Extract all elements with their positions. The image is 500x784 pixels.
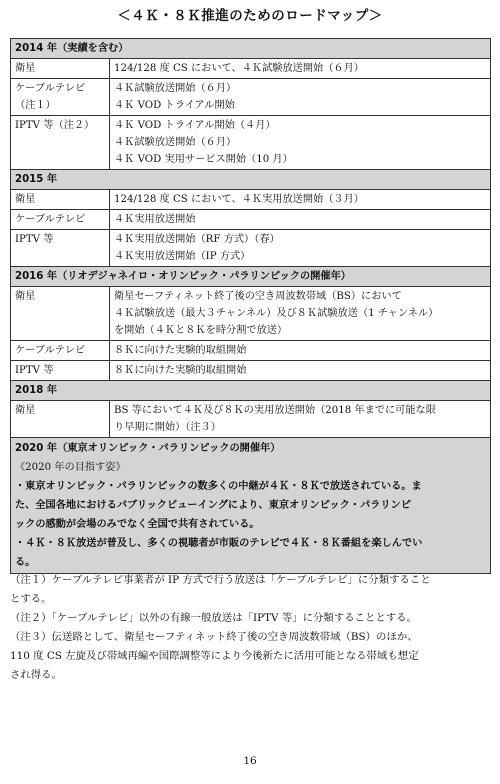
content-cell: ４Ｋ実用放送開始（RF 方式）（春） ４Ｋ実用放送開始（IP 方式） [110,230,491,267]
table-row [11,287,491,341]
category-cell: 衛星 [11,190,110,210]
category-cell: IPTV 等 [11,361,110,381]
year-row-2014 [11,39,491,59]
footnote-3: （注３）伝送路として、衛星セーフティネット終了後の空き周波数帯域（BS）のほか、 110 度 CS 左旋及び帯域再編や国際調整等により今後新たに活用可能となる帯域も想定 され得る。 [10,631,419,681]
year-row-2020 [11,438,491,574]
content-cell: ８Ｋに向けた実験的取組開始 [110,361,491,381]
year-header: 2018 年 [11,381,491,401]
year-row-2016 [11,267,491,287]
category-cell: ケーブルテレビ [11,341,110,361]
vision-subtitle: 《2020 年の目指す姿》 [15,462,126,473]
category-cell: IPTV 等 [11,230,110,267]
content-cell: ４Ｋ VOD トライアル開始（４月） ４Ｋ試験放送開始（６月） ４Ｋ VOD 実用サービス開始（10 月） [110,116,491,170]
table-row [11,210,491,230]
table-row [11,79,491,116]
page-title: ＜４Ｋ・８Ｋ推進のためのロードマップ＞ [117,8,383,24]
vision-bullet: ・４Ｋ・８Ｋ放送が普及し、多くの視聴者が市販のテレビで４Ｋ・８Ｋ番組を楽しんでい る。 [15,538,423,568]
footnote-2: （注２）「ケーブルテレビ」以外の有線一般放送は「IPTV 等」に分類することとする。 [10,612,417,624]
table-row [11,341,491,361]
category-cell: 衛星 [11,401,110,438]
category-cell: ケーブルテレビ [11,210,110,230]
vision-2020-box [11,438,491,574]
footnote-1: （注１）ケーブルテレビ事業者が IP 方式で行う放送は「ケーブルテレビ」に分類すること とする。 [10,574,431,605]
table-row [11,401,491,438]
table-row [11,230,491,267]
page-number: 16 [243,755,257,767]
year-header: 2020 年（東京オリンピック・パラリンピックの開催年） [15,443,281,454]
table-row [11,59,491,79]
content-cell: 124/128 度 CS において、４Ｋ試験放送開始（６月） [110,59,491,79]
roadmap-table [10,38,491,574]
year-row-2015 [11,170,491,190]
category-cell: 衛星 [11,287,110,341]
content-cell: BS 等において４Ｋ及び８Ｋの実用放送開始（2018 年までに可能な限 り早期に開始）（注３） [110,401,491,438]
year-row-2018 [11,381,491,401]
content-cell: 衛星セーフティネット終了後の空き周波数帯域（BS）において ４Ｋ試験放送（最大３チャンネル）及び８Ｋ試験放送（1 チャンネル） を開始（４Ｋと８Ｋを時分割で放送） [110,287,491,341]
category-cell: ケーブルテレビ （注１） [11,79,110,116]
content-cell: ４Ｋ実用放送開始 [110,210,491,230]
table-row [11,361,491,381]
footnotes [10,571,492,685]
year-header: 2014 年（実績を含む） [11,39,491,59]
content-cell: ４Ｋ試験放送開始（６月） ４Ｋ VOD トライアル開始 [110,79,491,116]
vision-bullet: ・東京オリンピック・パラリンピックの数多くの中継が４Ｋ・８Ｋで放送されている。ま た、全国各地におけるパブリックビューイングにより、東京オリンピック・パラリンピ ックの感動が会場のみでなく全国で共有されている。 [15,481,422,530]
table-row [11,116,491,170]
content-cell: 124/128 度 CS において、４Ｋ実用放送開始（３月） [110,190,491,210]
table-row [11,190,491,210]
year-header: 2015 年 [11,170,491,190]
year-header: 2016 年（リオデジャネイロ・オリンピック・パラリンピックの開催年） [11,267,491,287]
category-cell: IPTV 等（注２） [11,116,110,170]
content-cell: ８Ｋに向けた実験的取組開始 [110,341,491,361]
category-cell: 衛星 [11,59,110,79]
